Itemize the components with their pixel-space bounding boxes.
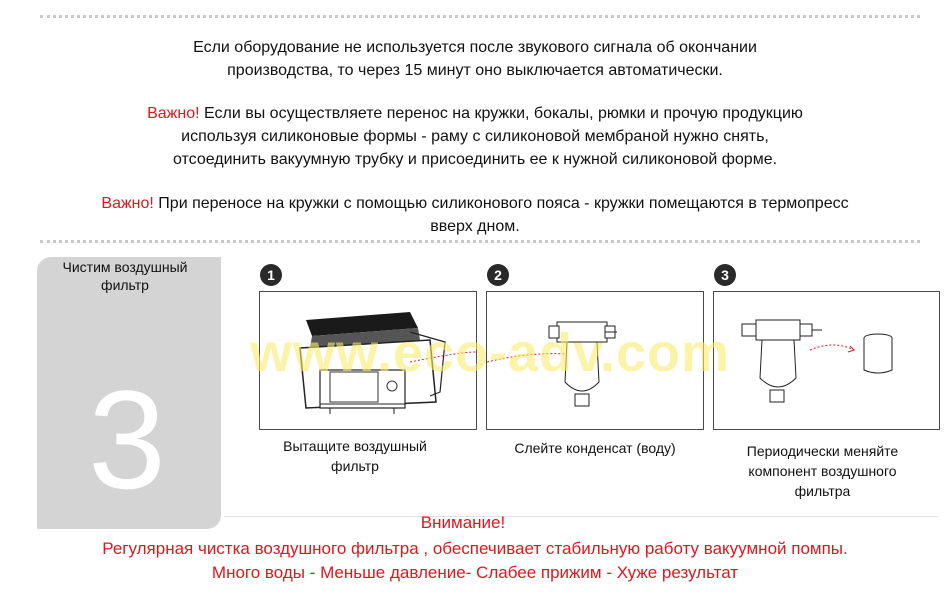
section-number: 3	[88, 361, 166, 518]
step-1-caption	[255, 436, 455, 476]
step-2-badge: 2	[487, 264, 509, 286]
important-2-line-2: вверх дном.	[430, 218, 520, 235]
section-title	[40, 258, 210, 294]
warning-title: Внимание!	[420, 513, 506, 532]
intro-text	[0, 36, 950, 82]
section-title-line-2: фильтр	[101, 277, 149, 293]
intro-line-2: производства, то через 15 минут оно выключается автоматически.	[227, 62, 723, 79]
important-note-2	[0, 192, 950, 238]
important-1-line-1: Если вы осуществляете перенос на кружки, бокалы, рюмки и прочую продукцию	[199, 105, 803, 122]
step-1-badge: 1	[260, 264, 282, 286]
important-1-line-3: отсоединить вакуумную трубку и присоединить ее к нужной силиконовой форме.	[172, 151, 778, 168]
step-2-caption	[490, 438, 700, 458]
important-label: Важно!	[147, 105, 200, 122]
step-2-caption-line-1: Слейте конденсат (воду)	[514, 440, 676, 456]
important-label: Важно!	[101, 195, 154, 212]
top-divider	[40, 15, 920, 18]
middle-divider	[40, 240, 920, 243]
step-1-caption-line-2: фильтр	[331, 458, 379, 474]
important-2-line-1: При переносе на кружки с помощью силиконового пояса - кружки помещаются в термопресс	[153, 195, 849, 212]
warning-line-2: Много воды - Меньше давление- Слабее прижим - Хуже результат	[211, 563, 739, 582]
step-3-caption-line-3: фильтра	[794, 483, 851, 499]
warning-line-1: Регулярная чистка воздушного фильтра , обеспечивает стабильную работу вакуумной помпы.	[102, 539, 848, 558]
step-3-caption	[720, 441, 925, 501]
section-title-line-1: Чистим воздушный	[62, 259, 188, 275]
intro-line-1: Если оборудование не используется после звукового сигнала об окончании	[193, 39, 757, 56]
watermark-text: www.eco-adv.com	[249, 323, 731, 383]
step-1-caption-line-1: Вытащите воздушный	[283, 438, 427, 454]
important-1-line-2: используя силиконовые формы - раму с силиконовой мембраной нужно снять,	[181, 128, 769, 145]
step-3-badge: 3	[714, 264, 736, 286]
important-note-1	[0, 102, 950, 171]
step-3-caption-line-1: Периодически меняйте	[746, 443, 899, 459]
step-3-caption-line-2: компонент воздушного	[748, 463, 897, 479]
